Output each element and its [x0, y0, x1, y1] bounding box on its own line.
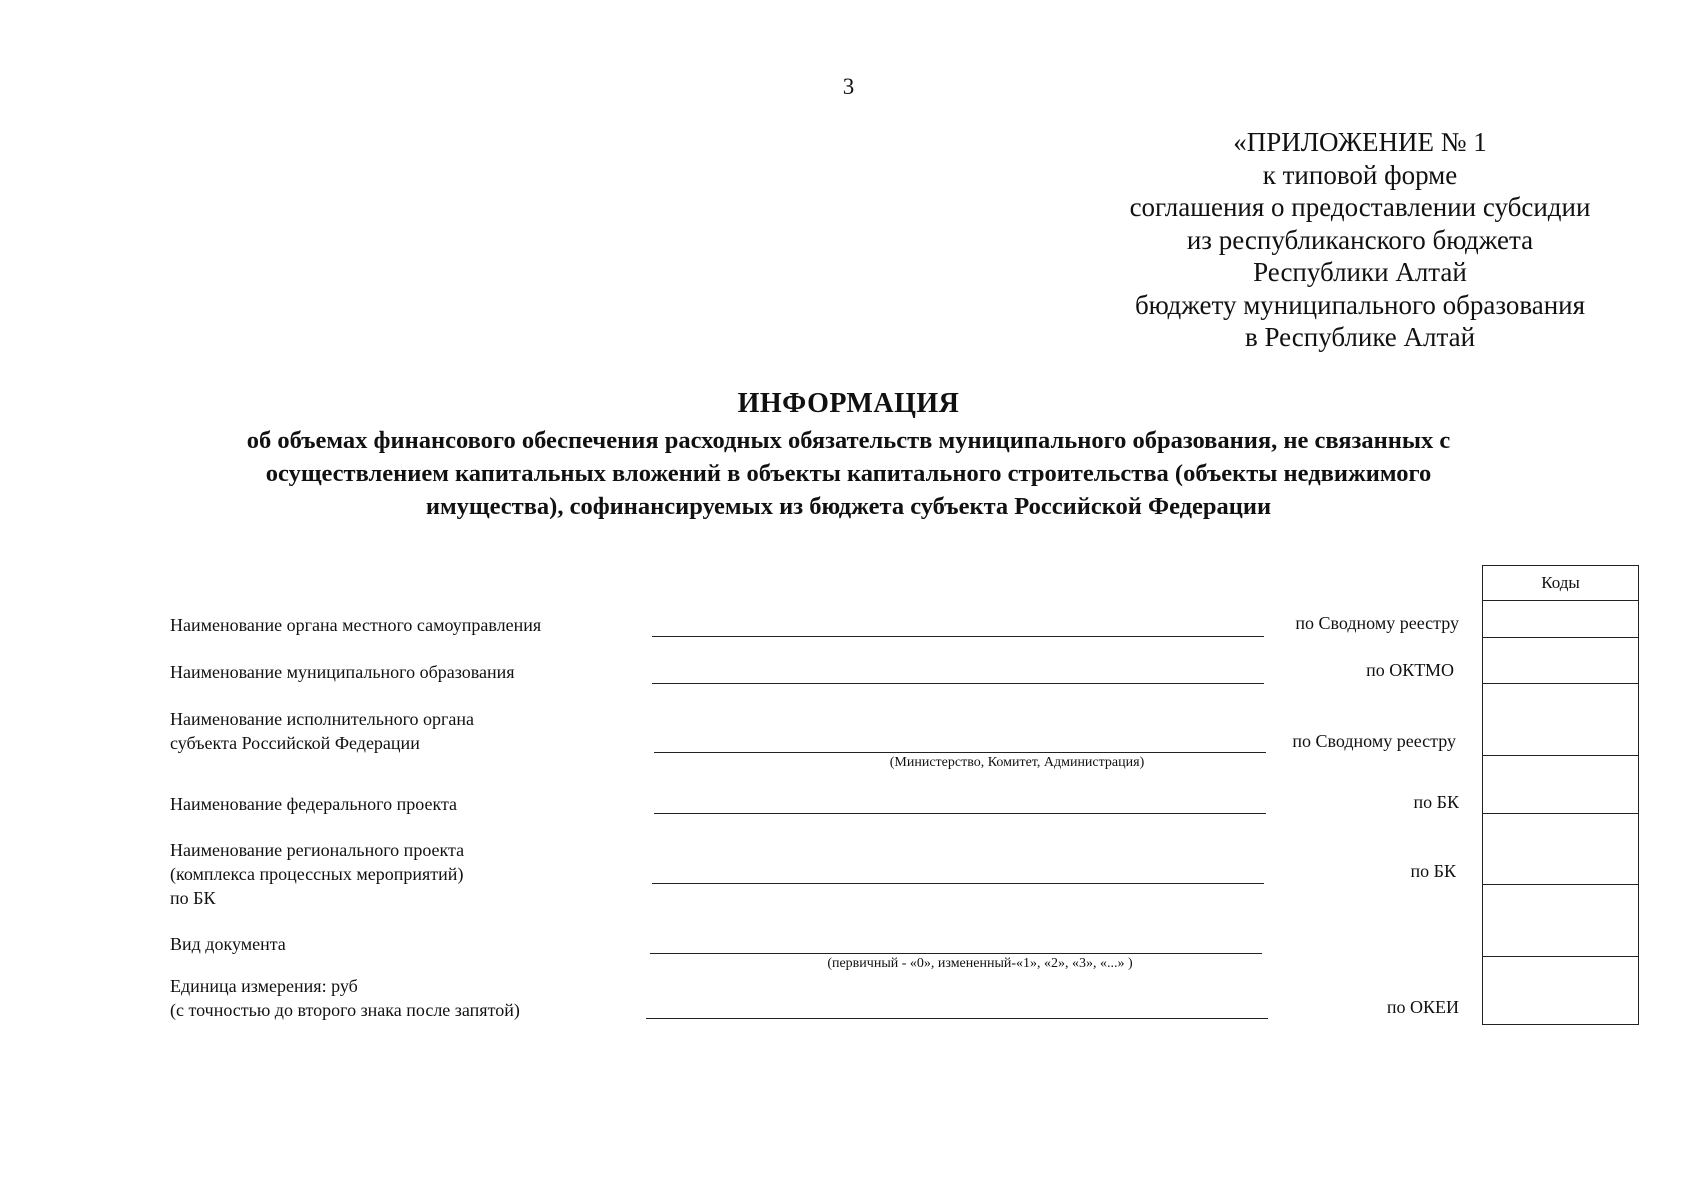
appendix-line: соглашения о предоставлении субсидии [1129, 192, 1591, 222]
subtitle-line: об объемах финансового обеспечения расходных обязательств муниципального образования, не связанных с [246, 427, 1451, 454]
exec-body-label-line: субъекта Российской Федерации [170, 733, 420, 753]
codes-row-divider [1483, 683, 1638, 684]
appendix-line: к типовой форме [1262, 159, 1458, 190]
unit-label-line: (с точностью до второго знака после запятой) [170, 1000, 520, 1020]
subtitle-line: осуществлением капитальных вложений в объекты капитального строительства (объекты недвижимого [265, 460, 1432, 487]
codes-row-divider [1483, 884, 1638, 885]
appendix-line: из республиканского бюджета [1186, 224, 1534, 255]
codes-row-divider [1483, 956, 1638, 957]
codes-row-divider [1483, 600, 1638, 601]
codes-row-divider [1483, 813, 1638, 814]
regional-project-label-line: Наименование регионального проекта [170, 840, 465, 860]
regional-project-label [170, 838, 464, 910]
local-gov-input-line[interactable] [652, 636, 1264, 637]
exec-body-label-line: Наименование исполнительного органа [170, 709, 475, 729]
document-title: ИНФОРМАЦИЯ [737, 388, 960, 419]
federal-project-label: Наименование федерального проекта [170, 794, 458, 814]
unit-label-line: Единица измерения: руб [170, 976, 358, 996]
document-subtitle [0, 424, 1697, 523]
exec-body-hint: (Министерство, Комитет, Администрация) [889, 755, 1145, 770]
exec-body-input-line[interactable] [654, 752, 1266, 753]
appendix-line: в Республике Алтай [1244, 322, 1476, 352]
codes-table [1482, 565, 1639, 1025]
municipality-code-label: по ОКТМО [1366, 660, 1454, 680]
regional-project-input-line[interactable] [652, 883, 1264, 884]
doc-type-input-line[interactable] [650, 953, 1262, 954]
federal-project-code-label: по БК [1413, 792, 1459, 812]
unit-input-line[interactable] [646, 1018, 1268, 1019]
doc-type-hint: (первичный - «0», измененный-«1», «2», «3», «...» ) [827, 956, 1133, 971]
codes-header: Коды [1541, 573, 1580, 592]
appendix-line: бюджету муниципального образования [1134, 289, 1586, 320]
codes-row-divider [1483, 755, 1638, 756]
appendix-line: Республики Алтай [1253, 257, 1467, 287]
local-gov-label: Наименование органа местного самоуправления [170, 615, 542, 635]
codes-row-divider [1483, 637, 1638, 638]
municipality-input-line[interactable] [652, 683, 1264, 684]
regional-project-label-line: (комплекса процессных мероприятий) [170, 864, 464, 884]
doc-type-label: Вид документа [170, 934, 286, 954]
subtitle-line: имущества), софинансируемых из бюджета субъекта Российской Федерации [425, 493, 1272, 520]
unit-label [170, 974, 520, 1022]
unit-code-label: по ОКЕИ [1386, 997, 1459, 1017]
page-number: 3 [842, 74, 855, 99]
regional-project-label-line: по БК [170, 888, 216, 908]
exec-body-label [170, 707, 474, 755]
local-gov-code-label: по Сводному реестру [1295, 613, 1459, 633]
municipality-label: Наименование муниципального образования [170, 662, 515, 682]
federal-project-input-line[interactable] [654, 813, 1266, 814]
exec-body-code-label: по Сводному реестру [1292, 731, 1456, 751]
regional-project-code-label: по БК [1410, 861, 1456, 881]
appendix-line: «ПРИЛОЖЕНИЕ № 1 [1233, 127, 1487, 157]
appendix-header [1060, 126, 1660, 354]
